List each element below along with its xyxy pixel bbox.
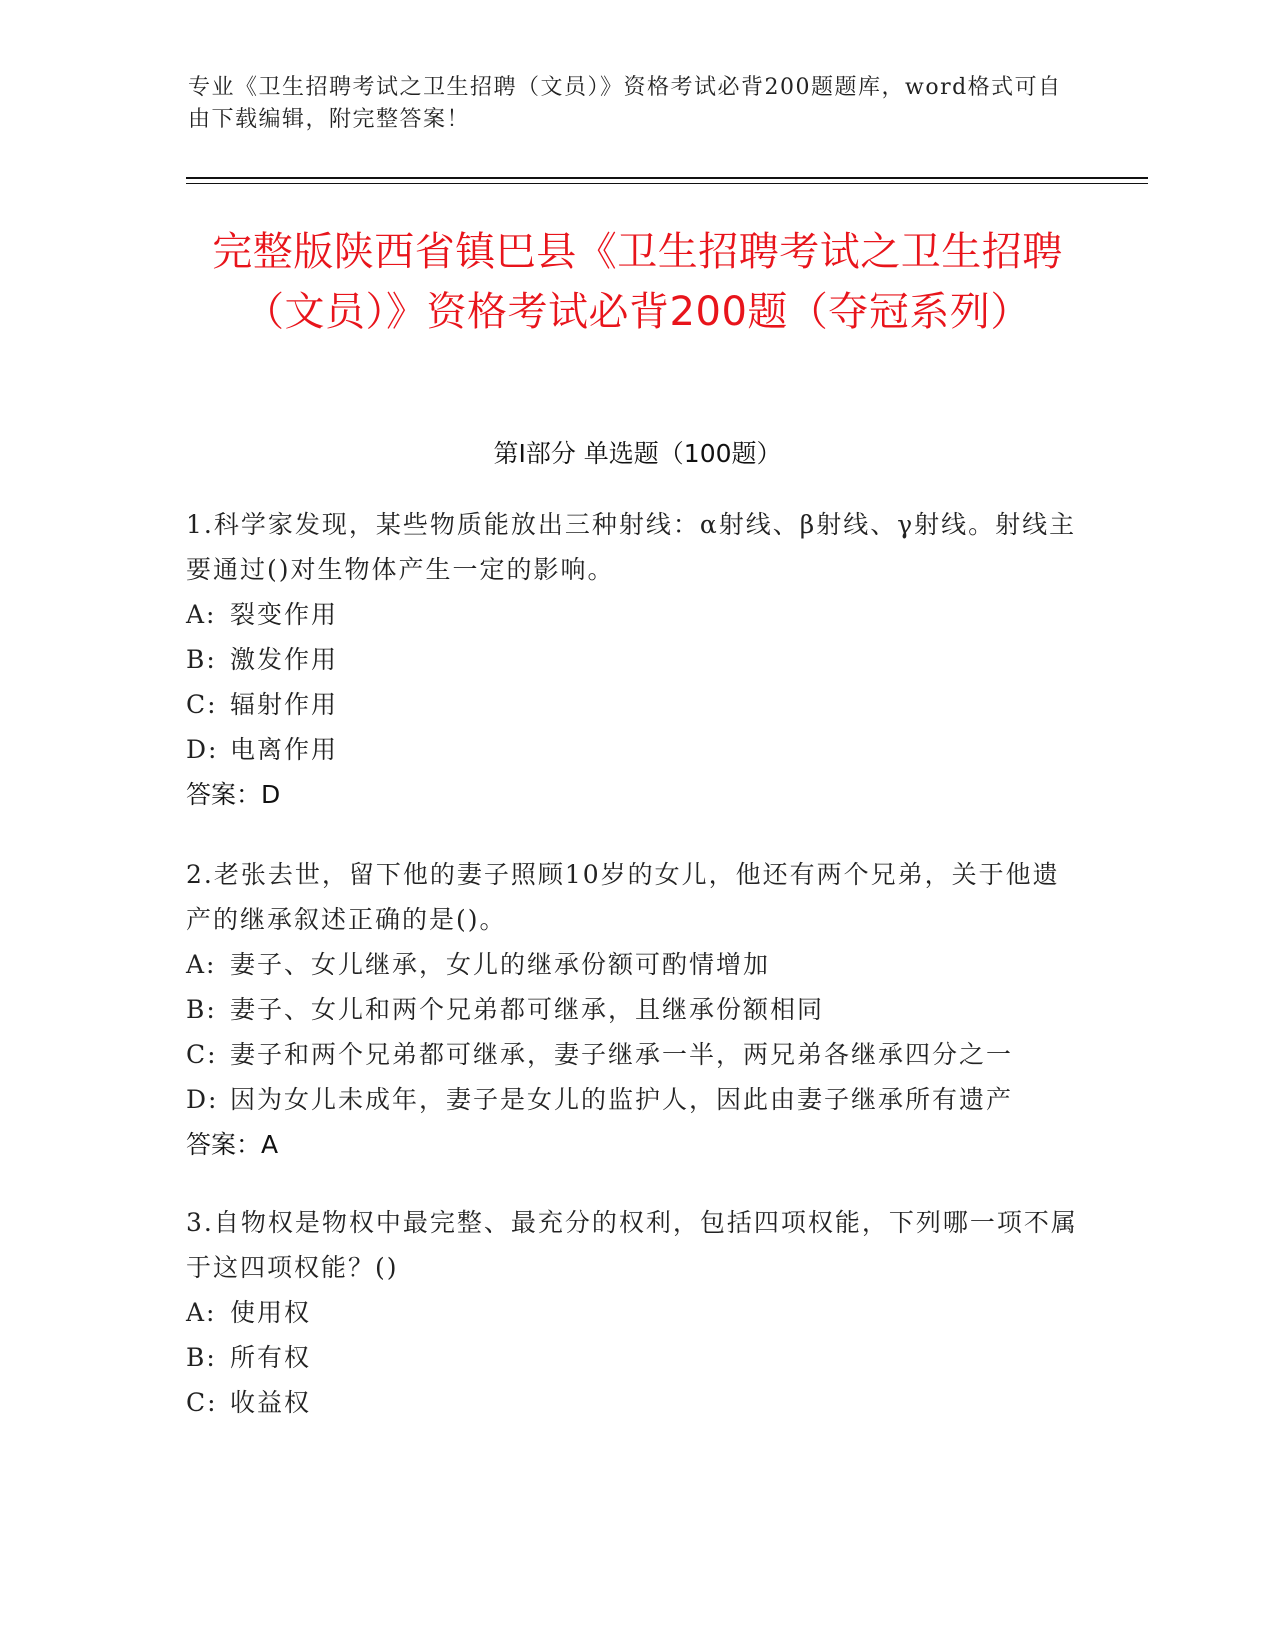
header-note: 专业《卫生招聘考试之卫生招聘（文员）》资格考试必背200题题库，word格式可自由下载编辑，附完整答案！: [188, 75, 1062, 132]
option-text: 辐射作用: [230, 690, 339, 719]
option-text: 妻子和两个兄弟都可继承，妻子继承一半，两兄弟各继承四分之一: [230, 1040, 1014, 1069]
option-text: 收益权: [230, 1388, 312, 1417]
option-key: C:: [186, 1388, 218, 1417]
option-c: [186, 1032, 1086, 1077]
option-c: [186, 682, 1086, 727]
option-b: [186, 987, 1086, 1032]
option-key: B:: [186, 1343, 217, 1372]
option-key: B:: [186, 645, 217, 674]
question-3: [186, 1200, 1086, 1425]
option-key: C:: [186, 690, 218, 719]
option-text: 因为女儿未成年，妻子是女儿的监护人，因此由妻子继承所有遗产: [230, 1085, 1014, 1114]
option-key: B:: [186, 995, 217, 1024]
option-a: [186, 942, 1086, 987]
question-stem: 2.老张去世，留下他的妻子照顾10岁的女儿，他还有两个兄弟，关于他遗产的继承叙述正确的是()。: [186, 860, 1060, 934]
option-key: A:: [186, 950, 217, 979]
question-stem: 3.自物权是物权中最完整、最充分的权利，包括四项权能，下列哪一项不属于这四项权能？(): [186, 1208, 1078, 1282]
option-a: [186, 1290, 1086, 1335]
question-stem: 1.科学家发现，某些物质能放出三种射线：α射线、β射线、γ射线。射线主要通过()对生物体产生一定的影响。: [186, 510, 1077, 584]
header-rule-thick: [186, 177, 1148, 179]
option-key: D:: [186, 1085, 219, 1114]
option-text: 激发作用: [230, 645, 339, 674]
document-title: 完整版陕西省镇巴县《卫生招聘考试之卫生招聘（文员）》资格考试必背200题（夺冠系列）: [212, 229, 1063, 335]
option-d: [186, 727, 1086, 772]
option-d: [186, 1077, 1086, 1122]
answer-line: 答案：D: [186, 780, 281, 809]
header-rule-thin: [186, 183, 1148, 184]
option-text: 使用权: [230, 1298, 312, 1327]
option-text: 裂变作用: [230, 600, 339, 629]
option-c: [186, 1380, 1086, 1425]
answer-line: 答案：A: [186, 1130, 279, 1159]
option-key: A:: [186, 600, 217, 629]
option-text: 妻子、女儿继承，女儿的继承份额可酌情增加: [230, 950, 771, 979]
option-text: 电离作用: [230, 735, 339, 764]
option-b: [186, 637, 1086, 682]
option-text: 妻子、女儿和两个兄弟都可继承，且继承份额相同: [230, 995, 825, 1024]
option-key: A:: [186, 1298, 217, 1327]
option-key: D:: [186, 735, 219, 764]
question-1: [186, 502, 1086, 817]
option-text: 所有权: [230, 1343, 312, 1372]
section-title: 第I部分 单选题（100题）: [493, 439, 782, 468]
option-b: [186, 1335, 1086, 1380]
option-a: [186, 592, 1086, 637]
question-2: [186, 852, 1086, 1167]
option-key: C:: [186, 1040, 218, 1069]
